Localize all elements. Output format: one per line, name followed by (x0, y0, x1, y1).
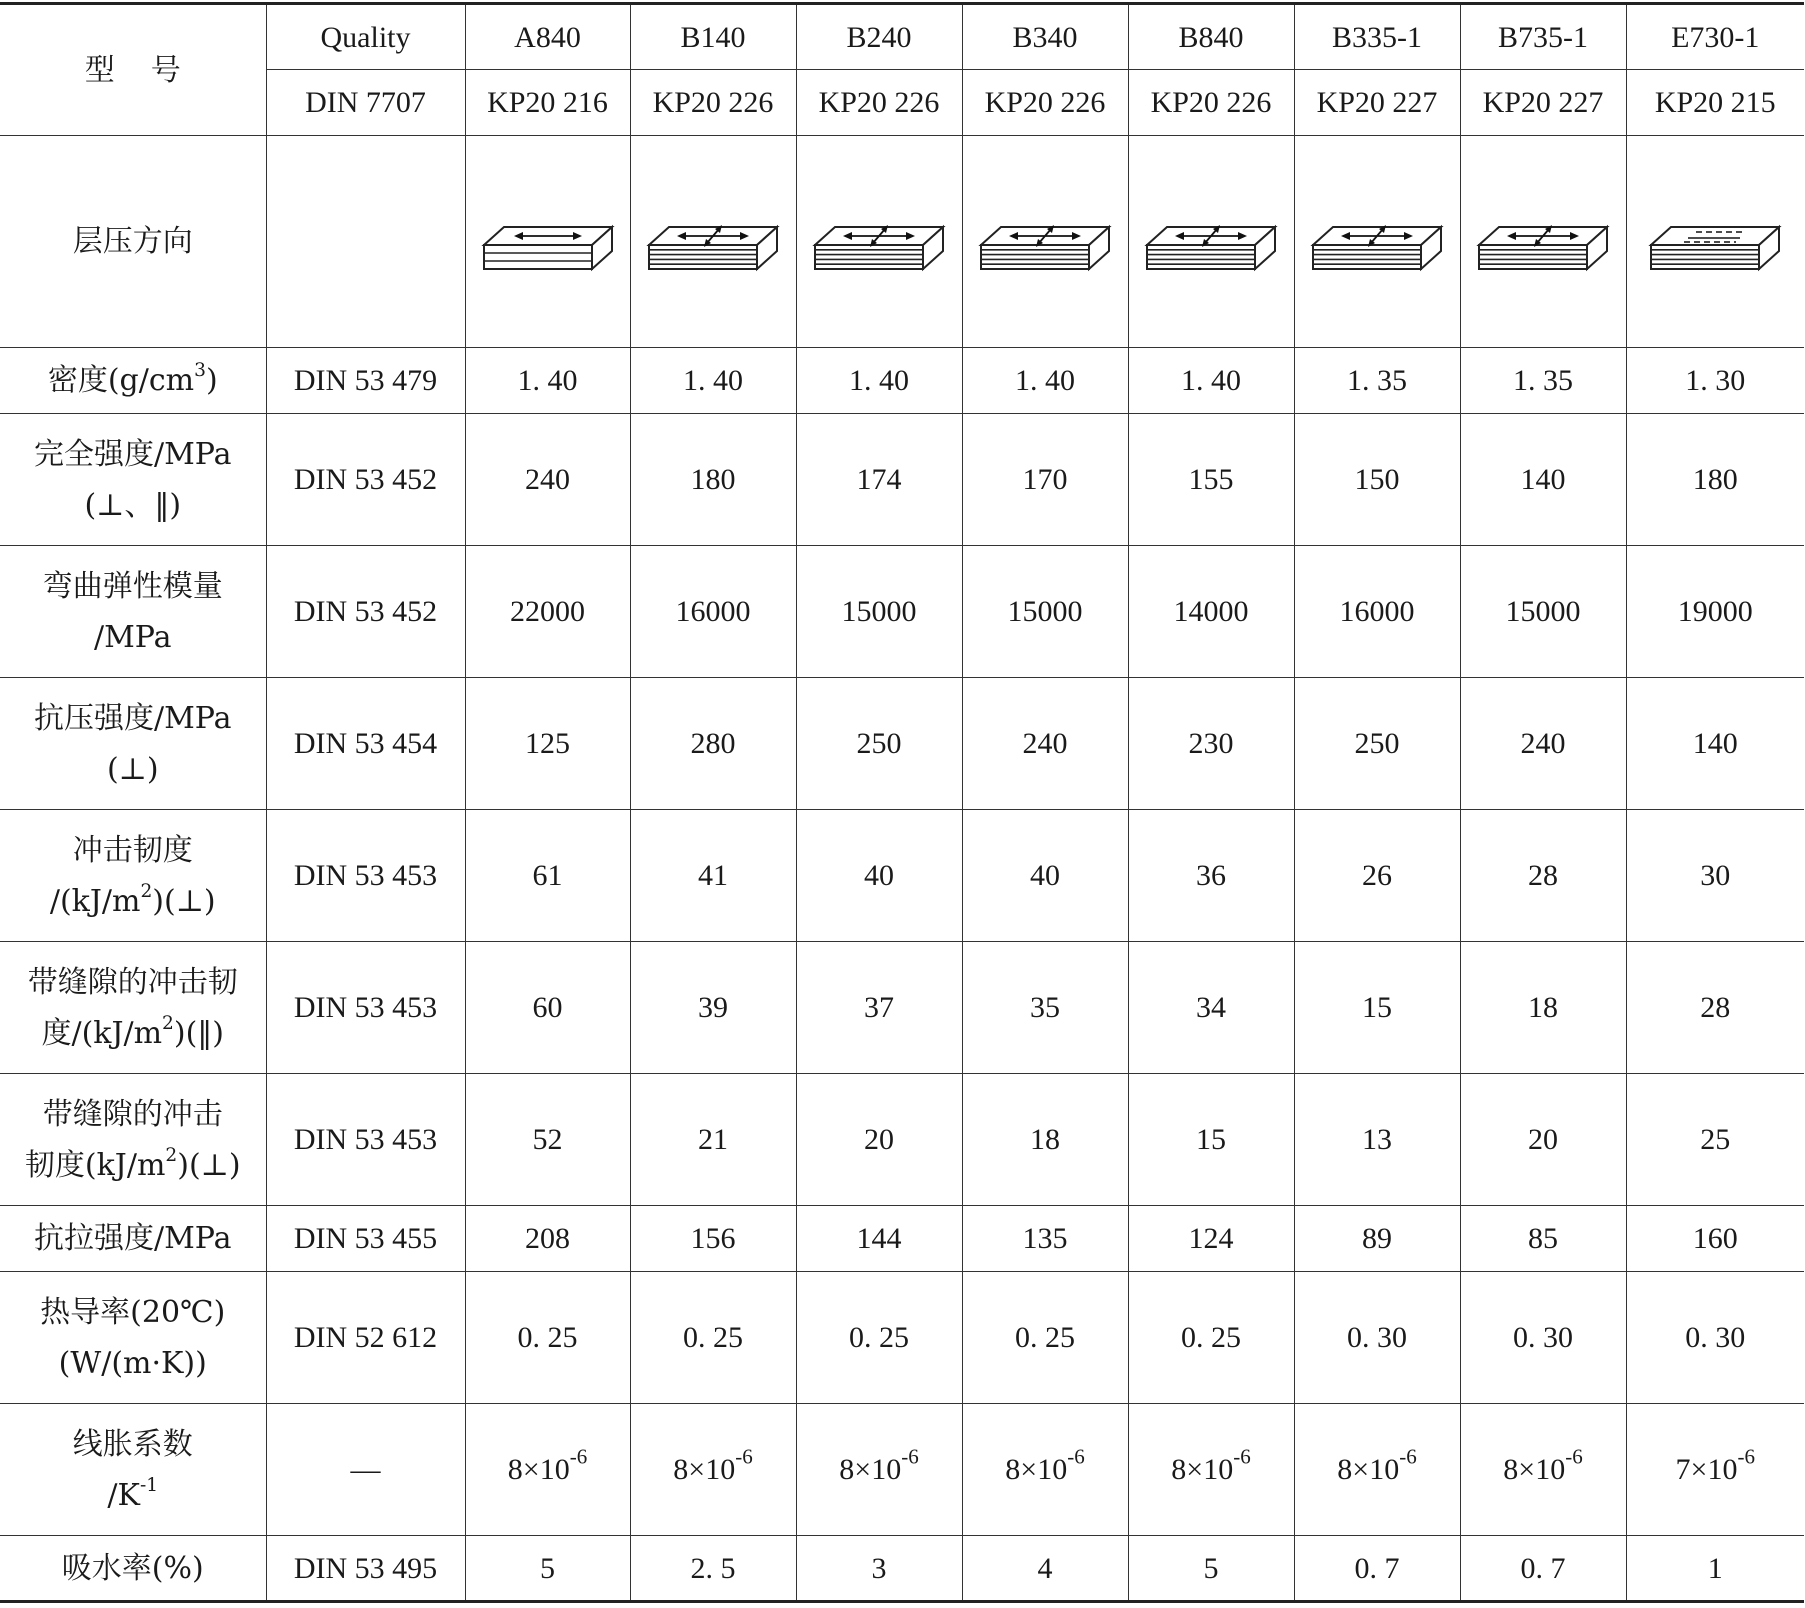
value-cell: 5 (465, 1536, 630, 1602)
value-cell: 180 (1626, 414, 1804, 546)
value-cell: 180 (630, 414, 796, 546)
value-cell: $8\times 10^{-6}$ (630, 1404, 796, 1536)
value-cell: 3 (796, 1536, 962, 1602)
value-cell: 208 (465, 1206, 630, 1272)
property-row (0, 414, 1804, 546)
value-cell: 0. 30 (1626, 1272, 1804, 1404)
lamination-cell (1294, 136, 1460, 348)
value-cell: 14000 (1128, 546, 1294, 678)
value-cell: 20 (1460, 1074, 1626, 1206)
value-cell: 21 (630, 1074, 796, 1206)
standard-cell: DIN 53 453 (266, 1074, 465, 1206)
value-cell: 156 (630, 1206, 796, 1272)
value-cell: 41 (630, 810, 796, 942)
empty-cell (266, 136, 465, 348)
property-row (0, 546, 1804, 678)
value-cell: 125 (465, 678, 630, 810)
lamination-label: 层压方向 (0, 136, 266, 348)
value-cell: 1. 40 (796, 348, 962, 414)
property-row (0, 1206, 1804, 1272)
value-cell: 240 (962, 678, 1128, 810)
din-header-cell: DIN 7707 (266, 70, 465, 136)
value-cell: 60 (465, 942, 630, 1074)
value-cell: 16000 (1294, 546, 1460, 678)
value-cell: 1. 30 (1626, 348, 1804, 414)
value-cell: 0. 30 (1294, 1272, 1460, 1404)
value-cell: $8\times 10^{-6}$ (465, 1404, 630, 1536)
value-cell: 1. 40 (465, 348, 630, 414)
model-cell: B140 (630, 4, 796, 70)
data-rows (0, 348, 1804, 1602)
value-cell: 160 (1626, 1206, 1804, 1272)
value-cell: 18 (1460, 942, 1626, 1074)
property-label: 抗拉强度/MPa (0, 1206, 266, 1272)
standard-cell: DIN 53 495 (266, 1536, 465, 1602)
value-cell: 0. 25 (1128, 1272, 1294, 1404)
property-label: 完全强度/MPa (⊥、‖) (0, 414, 266, 546)
model-cell: B735-1 (1460, 4, 1626, 70)
property-label: 线胀系数 $/K^{-1}$ (0, 1404, 266, 1536)
crossed-arrows-icon (811, 211, 947, 273)
crossed-arrows-icon (1143, 211, 1279, 273)
value-cell: 20 (796, 1074, 962, 1206)
code-cell: KP20 215 (1626, 70, 1804, 136)
value-cell: 37 (796, 942, 962, 1074)
value-cell: 144 (796, 1206, 962, 1272)
dashed-lines-icon (1647, 211, 1783, 273)
value-cell: 15 (1128, 1074, 1294, 1206)
property-row (0, 1074, 1804, 1206)
property-label: 密度$(g/cm^3)$ (0, 348, 266, 414)
value-cell: 5 (1128, 1536, 1294, 1602)
lamination-cell (630, 136, 796, 348)
standard-cell: DIN 53 453 (266, 810, 465, 942)
value-cell: 155 (1128, 414, 1294, 546)
value-cell: 25 (1626, 1074, 1804, 1206)
model-cell: B240 (796, 4, 962, 70)
value-cell: 1. 40 (962, 348, 1128, 414)
standard-cell: DIN 53 452 (266, 546, 465, 678)
value-cell: 28 (1626, 942, 1804, 1074)
quality-header-cell: Quality (266, 4, 465, 70)
standard-cell: DIN 53 479 (266, 348, 465, 414)
standard-cell: DIN 52 612 (266, 1272, 465, 1404)
lamination-row (0, 136, 1804, 348)
value-cell: 26 (1294, 810, 1460, 942)
value-cell: 4 (962, 1536, 1128, 1602)
value-cell: 170 (962, 414, 1128, 546)
value-cell: 35 (962, 942, 1128, 1074)
value-cell: 15000 (796, 546, 962, 678)
value-cell: 19000 (1626, 546, 1804, 678)
code-cell: KP20 226 (962, 70, 1128, 136)
model-cell: B840 (1128, 4, 1294, 70)
crossed-arrows-icon (645, 211, 781, 273)
value-cell: 140 (1626, 678, 1804, 810)
property-row (0, 348, 1804, 414)
property-label: 吸水率(%) (0, 1536, 266, 1602)
property-row (0, 1404, 1804, 1536)
lamination-cell (1626, 136, 1804, 348)
value-cell: 250 (1294, 678, 1460, 810)
header-row-models (0, 4, 1804, 70)
value-cell: 2. 5 (630, 1536, 796, 1602)
value-cell: 15 (1294, 942, 1460, 1074)
value-cell: 40 (796, 810, 962, 942)
standard-cell: DIN 53 454 (266, 678, 465, 810)
value-cell: $8\times 10^{-6}$ (1460, 1404, 1626, 1536)
value-cell: 0. 30 (1460, 1272, 1626, 1404)
value-cell: 0. 25 (630, 1272, 796, 1404)
standard-cell: — (266, 1404, 465, 1536)
value-cell: 89 (1294, 1206, 1460, 1272)
property-label: 热导率(20℃) (W/(m·K)) (0, 1272, 266, 1404)
value-cell: 1. 40 (630, 348, 796, 414)
property-row (0, 678, 1804, 810)
property-row (0, 810, 1804, 942)
value-cell: 18 (962, 1074, 1128, 1206)
model-cell: E730-1 (1626, 4, 1804, 70)
value-cell: 1. 40 (1128, 348, 1294, 414)
code-cell: KP20 227 (1460, 70, 1626, 136)
value-cell: 39 (630, 942, 796, 1074)
standard-cell: DIN 53 453 (266, 942, 465, 1074)
model-header-cell: 型号 (0, 4, 266, 136)
property-row (0, 942, 1804, 1074)
lamination-cell (1128, 136, 1294, 348)
code-cell: KP20 216 (465, 70, 630, 136)
value-cell: 250 (796, 678, 962, 810)
value-cell: 240 (1460, 678, 1626, 810)
value-cell: 135 (962, 1206, 1128, 1272)
value-cell: 280 (630, 678, 796, 810)
lamination-cell (1460, 136, 1626, 348)
value-cell: 0. 7 (1460, 1536, 1626, 1602)
value-cell: 16000 (630, 546, 796, 678)
property-label: 抗压强度/MPa (⊥) (0, 678, 266, 810)
standard-cell: DIN 53 455 (266, 1206, 465, 1272)
property-row (0, 1536, 1804, 1602)
standard-cell: DIN 53 452 (266, 414, 465, 546)
model-cell: A840 (465, 4, 630, 70)
value-cell: 1. 35 (1460, 348, 1626, 414)
lamination-cell (465, 136, 630, 348)
crossed-arrows-icon (1309, 211, 1445, 273)
crossed-arrows-icon (977, 211, 1113, 273)
value-cell: 1. 35 (1294, 348, 1460, 414)
value-cell: 174 (796, 414, 962, 546)
model-cell: B335-1 (1294, 4, 1460, 70)
code-cell: KP20 226 (630, 70, 796, 136)
lamination-cell (796, 136, 962, 348)
value-cell: $8\times 10^{-6}$ (796, 1404, 962, 1536)
value-cell: $8\times 10^{-6}$ (1294, 1404, 1460, 1536)
model-cell: B340 (962, 4, 1128, 70)
value-cell: 150 (1294, 414, 1460, 546)
value-cell: $7\times 10^{-6}$ (1626, 1404, 1804, 1536)
code-cell: KP20 226 (796, 70, 962, 136)
value-cell: 34 (1128, 942, 1294, 1074)
value-cell: 22000 (465, 546, 630, 678)
crossed-arrows-icon (1475, 211, 1611, 273)
property-label: 带缝隙的冲击 韧度$(kJ/m^2)(\perp)$ (0, 1074, 266, 1206)
code-cell: KP20 227 (1294, 70, 1460, 136)
value-cell: 230 (1128, 678, 1294, 810)
properties-table (0, 2, 1804, 1603)
value-cell: 30 (1626, 810, 1804, 942)
property-label: 带缝隙的冲击韧 度$/(kJ/m^2)(‖)$ (0, 942, 266, 1074)
value-cell: 0. 25 (962, 1272, 1128, 1404)
property-label: 冲击韧度 $/(kJ/m^2)(\perp)$ (0, 810, 266, 942)
property-label: 弯曲弹性模量 /MPa (0, 546, 266, 678)
value-cell: 0. 7 (1294, 1536, 1460, 1602)
code-cell: KP20 226 (1128, 70, 1294, 136)
lamination-cell (962, 136, 1128, 348)
value-cell: 1 (1626, 1536, 1804, 1602)
value-cell: 0. 25 (465, 1272, 630, 1404)
value-cell: 40 (962, 810, 1128, 942)
value-cell: 240 (465, 414, 630, 546)
value-cell: 85 (1460, 1206, 1626, 1272)
value-cell: 52 (465, 1074, 630, 1206)
value-cell: $8\times 10^{-6}$ (1128, 1404, 1294, 1536)
value-cell: 36 (1128, 810, 1294, 942)
value-cell: 15000 (1460, 546, 1626, 678)
value-cell: 124 (1128, 1206, 1294, 1272)
value-cell: 15000 (962, 546, 1128, 678)
value-cell: 61 (465, 810, 630, 942)
property-row (0, 1272, 1804, 1404)
value-cell: 140 (1460, 414, 1626, 546)
value-cell: 28 (1460, 810, 1626, 942)
bidirectional-arrow-icon (480, 211, 616, 273)
value-cell: 13 (1294, 1074, 1460, 1206)
value-cell: $8\times 10^{-6}$ (962, 1404, 1128, 1536)
value-cell: 0. 25 (796, 1272, 962, 1404)
header-row-codes (0, 70, 1804, 136)
